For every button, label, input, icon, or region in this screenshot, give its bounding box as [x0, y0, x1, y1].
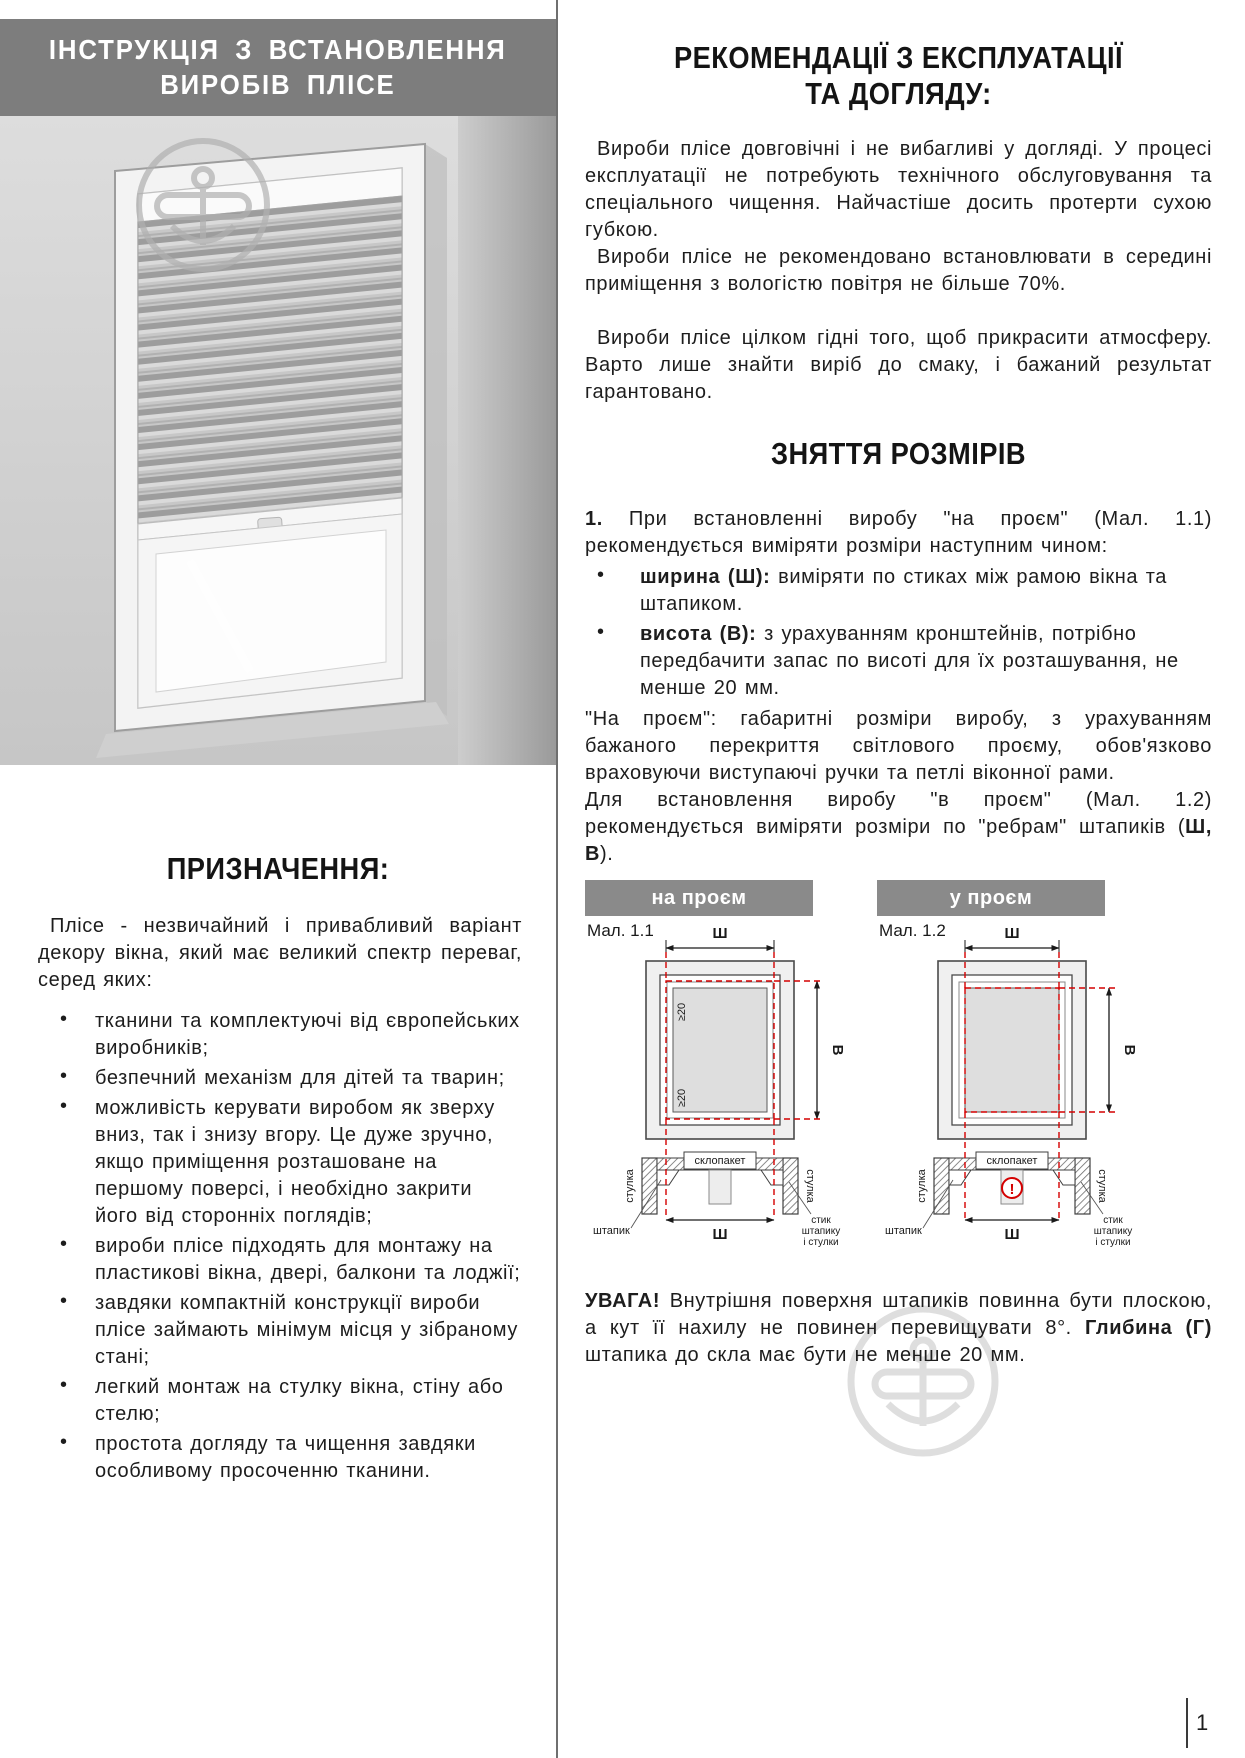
purpose-list-item — [38, 1431, 522, 1485]
warning-text-1: Внутрішня поверхня штапиків повинна бути плоскою, а кут її нахилу не повинен перевищувати 8°. — [585, 1290, 1212, 1339]
sash-label-right: стулка — [1096, 1169, 1108, 1203]
frame-side-shadow — [425, 144, 447, 716]
glazing-label: склопакет — [986, 1155, 1038, 1167]
pleated-shade — [138, 196, 402, 524]
care-heading — [623, 40, 1175, 112]
warning-paragraph — [585, 1288, 1212, 1369]
min-20-label-top: ≥20 — [676, 1002, 688, 1022]
care-paragraph-3: Вироби плісе цілком гідні того, щоб прикрасити атмосферу. Варто лише знайти виріб до смаку, і бажаний результат гарантовано. — [585, 327, 1212, 403]
diagram-figure-1-2 — [877, 918, 1163, 1248]
care-heading-line2: ТА ДОГЛЯДУ: — [805, 76, 992, 111]
sash-label-left: стулка — [916, 1169, 928, 1203]
warning-label: УВАГА! — [585, 1290, 661, 1312]
measuring-list-item — [585, 621, 1212, 702]
care-paragraph-1: Вироби плісе довговічні і не вибагливі у догляді. У процесі експлуатації не потребують технічного обслуговування та спеціального чищення. Найчастіше досить протерти сухою губкою. — [585, 138, 1212, 241]
page-number-divider — [1186, 1698, 1188, 1748]
purpose-list-item — [38, 1233, 522, 1287]
left-header-title-line2: ВИРОБІВ ПЛІСЕ — [160, 69, 396, 100]
term-height: висота (В): — [640, 623, 757, 645]
diagram-header-u-proem: у проєм — [877, 880, 1105, 916]
term-height-text: з урахуванням кронштейнів, потрібно передбачити запас по висоті для їх розташування, не менше 20 мм. — [640, 623, 1179, 699]
measuring-list-item — [585, 564, 1212, 618]
width-label-bottom: Ш — [1004, 1226, 1020, 1243]
page-number: 1 — [1196, 1710, 1209, 1735]
height-label: В — [1121, 1044, 1138, 1056]
step-text: При встановленні виробу "на проєм" (Мал. 1.1) рекомендується виміряти розміри наступним чином: — [585, 508, 1212, 557]
purpose-list-item — [38, 1290, 522, 1371]
v-proem-text: Для встановлення виробу "в проєм" (Мал. 1.2) рекомендується виміряти розміри по "ребрам" штапиків ( — [585, 789, 1212, 838]
min-20-label-bottom: ≥20 — [676, 1088, 688, 1108]
list-item-text — [640, 566, 1167, 615]
width-label-bottom: Ш — [712, 1226, 728, 1243]
measuring-list — [585, 564, 1212, 702]
na-proem-note: "На проєм": габаритні розміри виробу, з урахуванням бажаного перекриття світлового проєму, обов'язково враховуючи виступаючі ручки та петлі віконної рами. — [585, 708, 1212, 784]
list-item-text: простота догляду та чищення завдяки особливому просоченню тканини. — [95, 1433, 476, 1482]
purpose-list-item — [38, 1065, 522, 1092]
left-column — [0, 0, 556, 1488]
warning-depth-term: Глибина (Г) — [1084, 1317, 1212, 1339]
purpose-list-item — [38, 1374, 522, 1428]
sash-label-left: стулка — [624, 1169, 636, 1203]
list-item-text: завдяки компактній конструкції вироби плісе займають мінімум місця у зібраному стані; — [95, 1292, 518, 1368]
bead-label: штапик — [885, 1225, 922, 1237]
height-label: В — [829, 1044, 846, 1056]
warning-exclamation: ! — [1009, 1181, 1015, 1198]
purpose-intro: Плісе - незвичайний і привабливий варіант декору вікна, який має великий спектр переваг, серед яких: — [38, 915, 522, 991]
measuring-heading: ЗНЯТТЯ РОЗМІРІВ — [770, 436, 1027, 471]
joint-label-1: стик — [811, 1215, 831, 1226]
purpose-heading: ПРИЗНАЧЕННЯ: — [166, 851, 390, 886]
care-paragraph-2: Вироби плісе не рекомендовано встановлювати в середині приміщення з вологістю повітря не більше 70%. — [585, 246, 1212, 295]
sash-label-right: стулка — [804, 1169, 816, 1203]
list-item-text — [640, 623, 1179, 699]
diagrams-row — [585, 880, 1212, 1248]
measuring-step-1 — [585, 506, 1212, 560]
right-column — [585, 0, 1212, 1369]
purpose-list — [38, 1008, 522, 1485]
list-item-text: вироби плісе підходять для монтажу на пластикові вікна, двері, балкони та лоджії; — [95, 1235, 521, 1284]
care-heading-line1: РЕКОМЕНДАЦІЇ З ЕКСПЛУАТАЦІЇ — [673, 40, 1124, 75]
figure-caption: Мал. 1.2 — [879, 921, 946, 940]
term-width-text: виміряти по стиках між рамою вікна та штапиком. — [640, 566, 1168, 615]
column-divider — [556, 0, 558, 1758]
v-proem-bold: Ш, В — [585, 816, 1212, 865]
warning-text-2: штапика до скла має бути не менше 20 мм. — [585, 1344, 1026, 1366]
left-header-title-line1: ІНСТРУКЦІЯ З ВСТАНОВЛЕННЯ — [49, 34, 507, 65]
figure-caption: Мал. 1.1 — [587, 921, 654, 940]
diagram-header-na-proem: на проєм — [585, 880, 813, 916]
left-header-band — [0, 19, 556, 116]
list-item-text: легкий монтаж на стулку вікна, стіну або стелю; — [95, 1376, 504, 1425]
purpose-list-item — [38, 1095, 522, 1230]
diagram-figure-1-1 — [585, 918, 871, 1248]
width-label-top: Ш — [712, 925, 728, 942]
v-proem-note — [585, 787, 1212, 868]
list-item-text: тканини та комплектуючі від європейських виробників; — [95, 1010, 520, 1059]
joint-label-3: і стулки — [1095, 1237, 1131, 1248]
joint-label-2: штапику — [1093, 1226, 1133, 1237]
purpose-list-item — [38, 1008, 522, 1062]
width-label-top: Ш — [1004, 925, 1020, 942]
joint-label-3: і стулки — [803, 1237, 839, 1248]
step-number: 1. — [585, 508, 603, 530]
v-proem-text-end: ). — [600, 843, 614, 865]
bead-label: штапик — [593, 1225, 630, 1237]
glazing-label: склопакет — [694, 1155, 746, 1167]
list-item-text: можливість керувати виробом як зверху вниз, так і знизу вгору. Це дуже зручно, якщо приміщення розташоване на першому поверсі, і необхідно закрити його від сторонніх поглядів; — [95, 1097, 495, 1227]
wall-shadow — [458, 116, 556, 765]
joint-label-2: штапику — [801, 1226, 841, 1237]
list-item-text: безпечний механізм для дітей та тварин; — [95, 1067, 505, 1089]
purpose-text-block — [0, 913, 556, 1485]
window-illustration — [0, 116, 556, 765]
joint-label-1: стик — [1103, 1215, 1123, 1226]
diagram-u-proem — [877, 880, 1163, 1248]
term-width: ширина (Ш): — [640, 566, 771, 588]
diagram-na-proem — [585, 880, 871, 1248]
